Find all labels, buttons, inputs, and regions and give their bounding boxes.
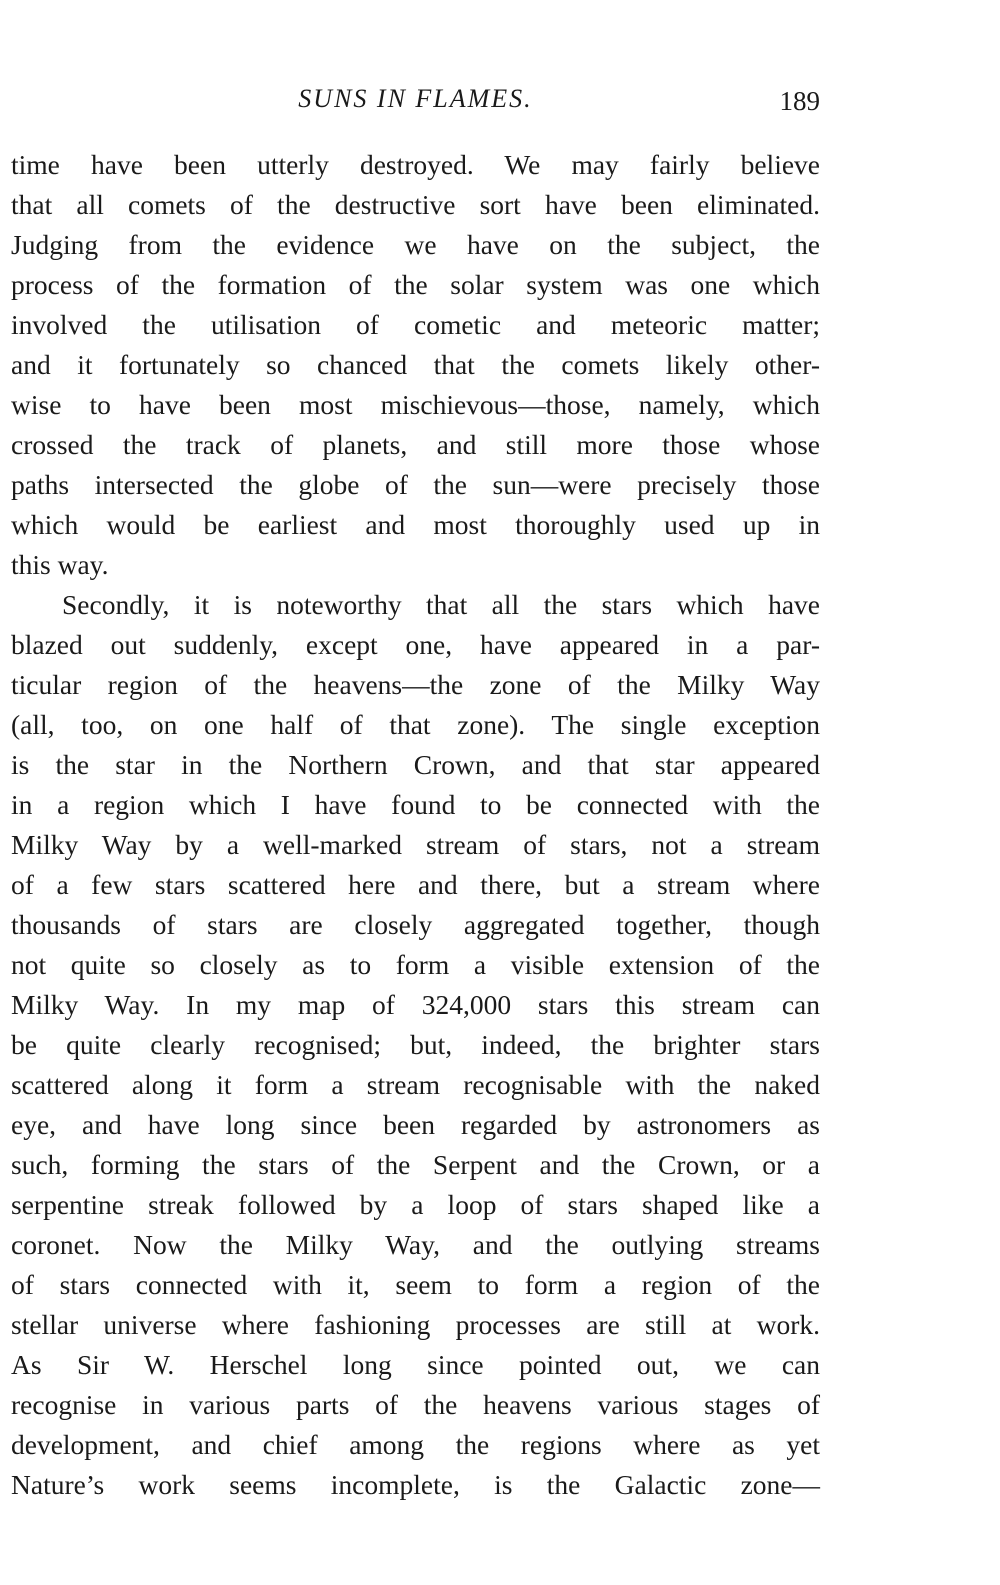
text-body [11,145,820,1505]
text-line: scattered along it form a stream recognisable with the naked [11,1069,820,1100]
text-line: coronet. Now the Milky Way, and the outlying streams [11,1229,820,1260]
text-line: this way. [11,549,109,580]
text-line: Milky Way. In my map of 324,000 stars this stream can [11,989,820,1020]
text-line: which would be earliest and most thoroughly used up in [11,509,820,540]
text-line: wise to have been most mischievous—those, namely, which [11,389,820,420]
text-line: that all comets of the destructive sort have been eliminated. [11,189,820,220]
text-line: of a few stars scattered here and there, but a stream where [11,869,820,900]
text-line: such, forming the stars of the Serpent and the Crown, or a [11,1149,820,1180]
text-line: As Sir W. Herschel long since pointed out, we can [11,1349,820,1380]
text-line: be quite clearly recognised; but, indeed, the brighter stars [11,1029,820,1060]
text-line: thousands of stars are closely aggregated together, though [11,909,820,940]
page-number: 189 [779,86,820,116]
text-line: recognise in various parts of the heavens various stages of [11,1389,820,1420]
text-line: Nature’s work seems incomplete, is the Galactic zone— [11,1469,820,1500]
text-line: stellar universe where fashioning processes are still at work. [11,1309,820,1340]
running-head [11,84,820,124]
text-line: (all, too, on one half of that zone). The single exception [11,709,820,740]
running-title: SUNS IN FLAMES. [298,84,533,113]
text-line: is the star in the Northern Crown, and that star appeared [11,749,820,780]
text-line: time have been utterly destroyed. We may fairly believe [11,149,820,180]
text-line: crossed the track of planets, and still more those whose [11,429,820,460]
text-line: involved the utilisation of cometic and meteoric matter; [11,309,820,340]
text-line: paths intersected the globe of the sun—were precisely those [11,469,820,500]
text-line: blazed out suddenly, except one, have appeared in a par- [11,629,820,660]
text-line: process of the formation of the solar system was one which [11,269,820,300]
text-line: eye, and have long since been regarded by astronomers as [11,1109,820,1140]
text-line: of stars connected with it, seem to form a region of the [11,1269,820,1300]
text-line: development, and chief among the regions where as yet [11,1429,820,1460]
text-line: and it fortunately so chanced that the comets likely other- [11,349,820,380]
text-line: ticular region of the heavens—the zone of the Milky Way [11,669,820,700]
text-line: Judging from the evidence we have on the subject, the [11,229,820,260]
text-line: serpentine streak followed by a loop of stars shaped like a [11,1189,820,1220]
text-line: Milky Way by a well-marked stream of stars, not a stream [11,829,820,860]
text-line: Secondly, it is noteworthy that all the stars which have [62,589,820,620]
text-line: in a region which I have found to be connected with the [11,789,820,820]
text-line: not quite so closely as to form a visible extension of the [11,949,820,980]
